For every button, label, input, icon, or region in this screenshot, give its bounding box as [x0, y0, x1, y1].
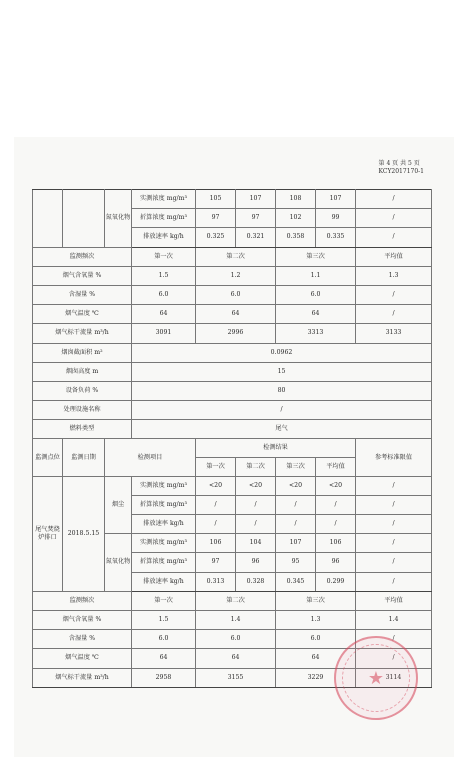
- limit-cell: /: [356, 495, 432, 514]
- point-cell: [33, 190, 63, 248]
- value-cell: 64: [196, 649, 276, 668]
- row-label: 烟气标干流量 m³/h: [33, 324, 132, 343]
- date-cell: 2018.5.15: [63, 476, 105, 591]
- value-cell: 6.0: [276, 285, 356, 304]
- value-cell: <20: [276, 476, 316, 495]
- row-label: 烟囱高度 m: [33, 362, 132, 381]
- row-label: 设备负荷 %: [33, 381, 132, 400]
- limit-header: 参考标准限值: [356, 439, 432, 476]
- item-label: 折算浓度 mg/m³: [132, 209, 196, 228]
- value-cell: /: [196, 515, 236, 534]
- run-header: 第三次: [276, 591, 356, 610]
- value-cell: 97: [236, 209, 276, 228]
- item-label: 排放速率 kg/h: [132, 515, 196, 534]
- item-label: 实测浓度 mg/m³: [132, 476, 196, 495]
- run-header: 第一次: [132, 247, 196, 266]
- value-cell: 64: [276, 305, 356, 324]
- value-cell: 6.0: [276, 630, 356, 649]
- pollutant-label: 氮氧化物: [105, 190, 132, 248]
- value-cell: 1.2: [196, 266, 276, 285]
- value-cell: 6.0: [132, 630, 196, 649]
- avg-cell: /: [356, 649, 432, 668]
- pollutant-label: 烟尘: [105, 476, 132, 534]
- table-row: [33, 591, 432, 610]
- official-seal: [334, 636, 418, 720]
- value-cell: 108: [276, 190, 316, 209]
- value-cell: 1.1: [276, 266, 356, 285]
- value-cell: 6.0: [196, 630, 276, 649]
- value-cell: 2996: [196, 324, 276, 343]
- table-header-row: [33, 439, 432, 458]
- item-label: 实测浓度 mg/m³: [132, 190, 196, 209]
- value-cell: 96: [236, 553, 276, 572]
- freq-label: 监测频次: [33, 247, 132, 266]
- value-cell: 3091: [132, 324, 196, 343]
- table-row: [33, 247, 432, 266]
- value-cell: 2958: [132, 668, 196, 687]
- run-header: 第三次: [276, 458, 316, 477]
- table-row: [33, 610, 432, 629]
- value-cell: 64: [276, 649, 356, 668]
- value-cell: 0.328: [236, 572, 276, 591]
- value-cell: /: [236, 495, 276, 514]
- table-row: [33, 476, 432, 495]
- row-label: 烟气温度 ℃: [33, 305, 132, 324]
- row-label: 烟气含氧量 %: [33, 610, 132, 629]
- limit-cell: /: [356, 553, 432, 572]
- row-label: 烟气标干流量 m³/h: [33, 668, 132, 687]
- table-row: [33, 324, 432, 343]
- table-row: [33, 266, 432, 285]
- limit-cell: /: [356, 228, 432, 247]
- value-cell: 107: [236, 190, 276, 209]
- avg-cell: /: [356, 285, 432, 304]
- row-label: 含湿量 %: [33, 285, 132, 304]
- value-cell: /: [132, 401, 432, 420]
- table-row: [33, 401, 432, 420]
- item-label: 排放速率 kg/h: [132, 228, 196, 247]
- value-cell: /: [196, 495, 236, 514]
- avg-cell: /: [356, 630, 432, 649]
- value-cell: 3313: [276, 324, 356, 343]
- item-label: 折算浓度 mg/m³: [132, 553, 196, 572]
- value-cell: 1.5: [132, 266, 196, 285]
- value-cell: 0.313: [196, 572, 236, 591]
- value-cell: <20: [196, 476, 236, 495]
- item-label: 折算浓度 mg/m³: [132, 495, 196, 514]
- avg-header: 平均值: [356, 591, 432, 610]
- table-row: [33, 343, 432, 362]
- avg-cell: 1.3: [356, 266, 432, 285]
- value-cell: 64: [132, 305, 196, 324]
- value-cell: 1.3: [276, 610, 356, 629]
- avg-header: 平均值: [316, 458, 356, 477]
- avg-cell: /: [356, 305, 432, 324]
- run-header: 第二次: [196, 247, 276, 266]
- value-cell: 102: [276, 209, 316, 228]
- avg-cell: 1.4: [356, 610, 432, 629]
- value-cell: 95: [276, 553, 316, 572]
- table-row: [33, 420, 432, 439]
- avg-header: 平均值: [356, 247, 432, 266]
- value-cell: 6.0: [196, 285, 276, 304]
- date-header: 监测日期: [63, 439, 105, 476]
- value-cell: 106: [196, 534, 236, 553]
- run-header: 第二次: [236, 458, 276, 477]
- page-number: 第 4 页 共 5 页: [378, 160, 420, 167]
- value-cell: 97: [196, 553, 236, 572]
- value-cell: 0.321: [236, 228, 276, 247]
- value-cell: /: [276, 515, 316, 534]
- value-cell: 64: [132, 649, 196, 668]
- value-cell: 96: [316, 553, 356, 572]
- avg-cell: 3114: [356, 668, 432, 687]
- value-cell: <20: [316, 476, 356, 495]
- point-cell: 尾气焚烧炉排口: [33, 476, 63, 591]
- row-label: 烟气含氧量 %: [33, 266, 132, 285]
- value-cell: 0.358: [276, 228, 316, 247]
- point-header: 监测点位: [33, 439, 63, 476]
- value-cell: 0.335: [316, 228, 356, 247]
- row-label: 含湿量 %: [33, 630, 132, 649]
- item-label: 实测浓度 mg/m³: [132, 534, 196, 553]
- limit-cell: /: [356, 209, 432, 228]
- value-cell: 0.0962: [132, 343, 432, 362]
- item-label: 排放速率 kg/h: [132, 572, 196, 591]
- report-number: KCY2017170-1: [378, 168, 424, 175]
- value-cell: /: [236, 515, 276, 534]
- row-label: 燃料类型: [33, 420, 132, 439]
- run-header: 第一次: [132, 591, 196, 610]
- item-header: 检测项目: [105, 439, 196, 476]
- table-row: [33, 362, 432, 381]
- table-row: [33, 285, 432, 304]
- table-row: [33, 381, 432, 400]
- table-row: [33, 305, 432, 324]
- limit-cell: /: [356, 476, 432, 495]
- seal-star-icon: ★: [367, 668, 385, 689]
- value-cell: 1.5: [132, 610, 196, 629]
- limit-cell: /: [356, 572, 432, 591]
- table-row: [33, 190, 432, 209]
- value-cell: 104: [236, 534, 276, 553]
- result-header: 检测结果: [196, 439, 356, 458]
- value-cell: 1.4: [196, 610, 276, 629]
- value-cell: 80: [132, 381, 432, 400]
- limit-cell: /: [356, 190, 432, 209]
- limit-cell: /: [356, 515, 432, 534]
- pollutant-label: 氮氧化物: [105, 534, 132, 592]
- avg-cell: 3133: [356, 324, 432, 343]
- run-header: 第三次: [276, 247, 356, 266]
- value-cell: 0.325: [196, 228, 236, 247]
- monitoring-table: [32, 189, 432, 688]
- value-cell: <20: [236, 476, 276, 495]
- value-cell: 3229: [276, 668, 356, 687]
- value-cell: /: [316, 515, 356, 534]
- value-cell: 107: [316, 190, 356, 209]
- value-cell: 64: [196, 305, 276, 324]
- value-cell: 0.345: [276, 572, 316, 591]
- value-cell: 15: [132, 362, 432, 381]
- row-label: 烟囱截面积 m²: [33, 343, 132, 362]
- limit-cell: /: [356, 534, 432, 553]
- value-cell: /: [316, 495, 356, 514]
- value-cell: 6.0: [132, 285, 196, 304]
- freq-label: 监测频次: [33, 591, 132, 610]
- value-cell: 99: [316, 209, 356, 228]
- run-header: 第一次: [196, 458, 236, 477]
- row-label: 烟气温度 ℃: [33, 649, 132, 668]
- value-cell: 105: [196, 190, 236, 209]
- value-cell: /: [276, 495, 316, 514]
- run-header: 第二次: [196, 591, 276, 610]
- date-cell: [63, 190, 105, 248]
- value-cell: 97: [196, 209, 236, 228]
- value-cell: 106: [316, 534, 356, 553]
- row-label: 处理设施名称: [33, 401, 132, 420]
- value-cell: 107: [276, 534, 316, 553]
- value-cell: 3155: [196, 668, 276, 687]
- page-header: [379, 160, 424, 176]
- value-cell: 尾气: [132, 420, 432, 439]
- value-cell: 0.299: [316, 572, 356, 591]
